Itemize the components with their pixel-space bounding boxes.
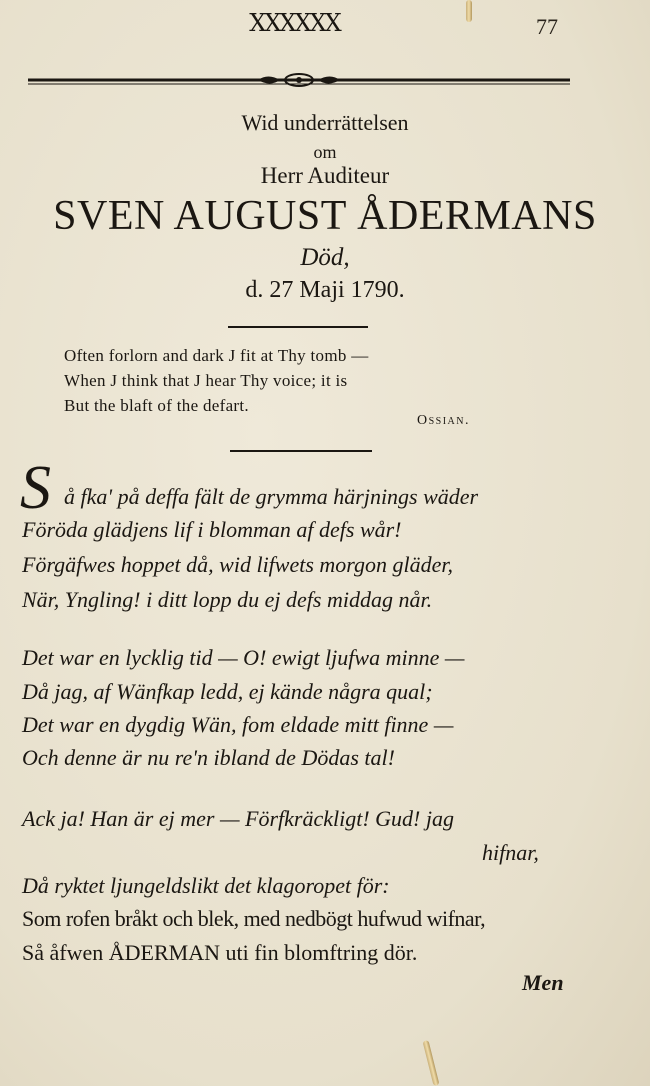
verse-line: När, Yngling! i ditt lopp du ej defs middag når. [22,587,433,612]
page-number: 77 [536,14,558,39]
verse-line: Ack ja! Han är ej mer — Förfkräckligt! Gud! jag [22,806,454,831]
title-date: d. 27 Maji 1790. [245,277,405,303]
title-line-2: om [313,142,337,162]
verse-line: Föröda glädjens lif i blomman af defs wår! [22,517,402,542]
verse-line: Då ryktet ljungeldslikt det klagoropet för: [22,873,390,898]
title-line-5: Död, [300,244,350,271]
divider-rule [228,326,368,328]
title-line-1: Wid underrättelsen [241,110,409,135]
verse-line: Och denne är nu re'n ibland de Dödas tal! [22,745,395,770]
epigraph-line: When J think that J hear Thy voice; it is [64,371,348,390]
epigraph-line: Often forlorn and dark J fit at Thy tomb — [64,346,369,365]
verse-line: å fka' på deffa fält de grymma härjnings wäder [64,484,479,509]
ornamental-rule [28,72,570,90]
verse-line: Som rofen bråkt och blek, med nedbögt hufwud wifnar, [22,906,486,931]
epigraph-author: Ossian. [416,413,470,428]
verse-line-continuation: hifnar, [482,840,539,865]
verse-line: Då jag, af Wänfkap ledd, ej kände några qual; [22,679,433,704]
verse-line: Förgäfwes hoppet då, wid lifwets morgon gläder, [22,552,454,577]
divider-rule [230,450,372,452]
verse-line: Det war en lycklig tid — O! ewigt ljufwa minne — [22,645,465,670]
title-name: SVEN AUGUST ÅDERMANS [53,193,597,239]
binding-thread-top [466,0,472,22]
binding-thread-bottom [423,1040,440,1086]
verse-line: Så åfwen ÅDERMAN uti fin blomftring dör. [22,940,418,965]
epigraph-line: But the blaft of the defart. [64,396,249,415]
title-line-3: Herr Auditeur [260,163,390,188]
header-ornament: XXXXXX [249,9,340,37]
catchword: Men [522,970,564,995]
drop-capital: S [20,454,51,522]
verse-line: Det war en dygdig Wän, fom eldade mitt finne — [22,712,454,737]
